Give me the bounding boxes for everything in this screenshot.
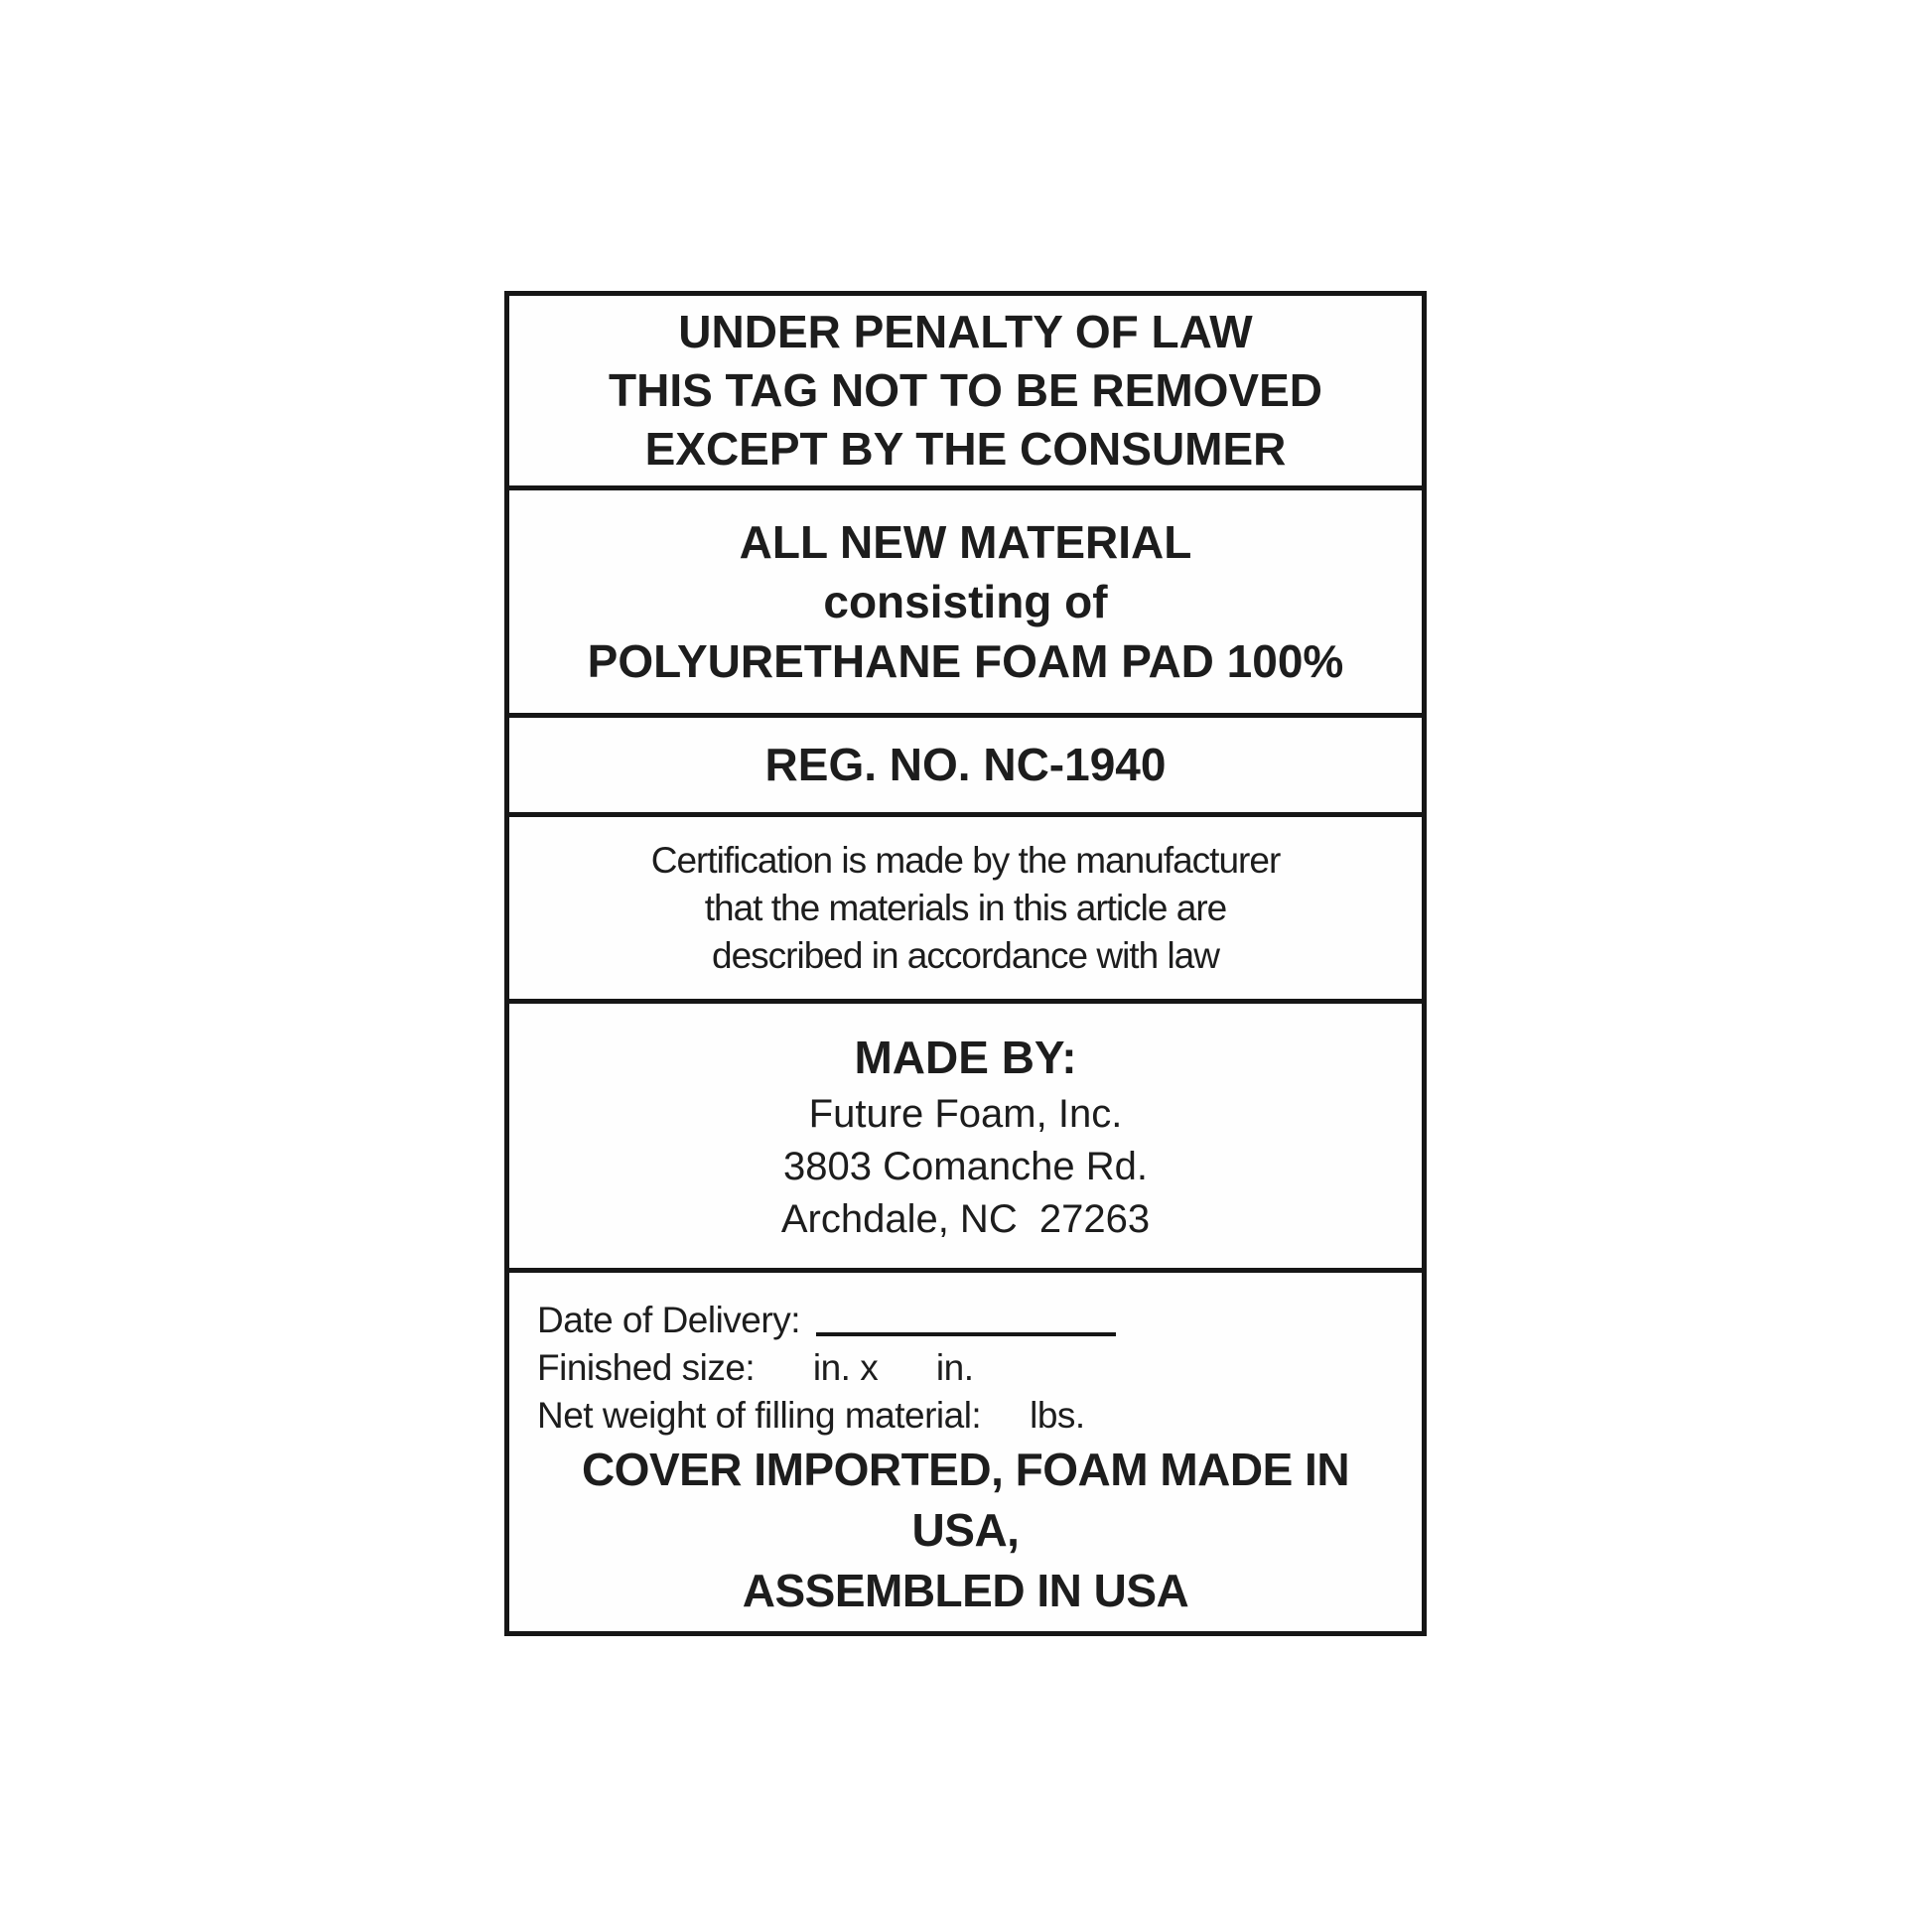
material-section: [509, 485, 1422, 713]
finished-size-line: Finished size: in. x in.: [537, 1347, 974, 1388]
certification-line-2: that the materials in this article are: [704, 887, 1227, 928]
registration-number: REG. NO. NC-1940: [764, 739, 1167, 790]
penalty-section: [509, 296, 1422, 485]
material-line-2: consisting of: [823, 576, 1108, 627]
made-by-heading: MADE BY:: [854, 1031, 1077, 1083]
material-line-1: ALL NEW MATERIAL: [739, 516, 1192, 568]
date-of-delivery-line: [537, 1297, 1422, 1344]
certification-line-3: described in accordance with law: [712, 934, 1219, 976]
details-section: [509, 1268, 1422, 1631]
certification-section: [509, 812, 1422, 999]
made-by-section: [509, 999, 1422, 1268]
net-weight-line: Net weight of filling material: lbs.: [537, 1395, 1085, 1436]
date-of-delivery-label: Date of Delivery:: [537, 1300, 810, 1340]
registration-section: [509, 713, 1422, 812]
manufacturer-name: Future Foam, Inc.: [808, 1091, 1123, 1136]
origin-line-2: ASSEMBLED IN USA: [742, 1565, 1189, 1616]
penalty-line-1: UNDER PENALTY OF LAW: [678, 306, 1253, 357]
law-tag-label: [504, 291, 1427, 1636]
material-line-3: POLYURETHANE FOAM PAD 100%: [587, 635, 1344, 687]
manufacturer-street: 3803 Comanche Rd.: [783, 1144, 1148, 1188]
penalty-line-3: EXCEPT BY THE CONSUMER: [644, 423, 1287, 475]
manufacturer-city-state-zip: Archdale, NC 27263: [780, 1196, 1151, 1241]
date-fill-line: [816, 1332, 1116, 1336]
certification-line-1: Certification is made by the manufacturer: [650, 839, 1281, 881]
origin-line-1: COVER IMPORTED, FOAM MADE IN USA,: [581, 1444, 1350, 1556]
origin-statement: [537, 1440, 1422, 1621]
penalty-line-2: THIS TAG NOT TO BE REMOVED: [609, 364, 1322, 416]
